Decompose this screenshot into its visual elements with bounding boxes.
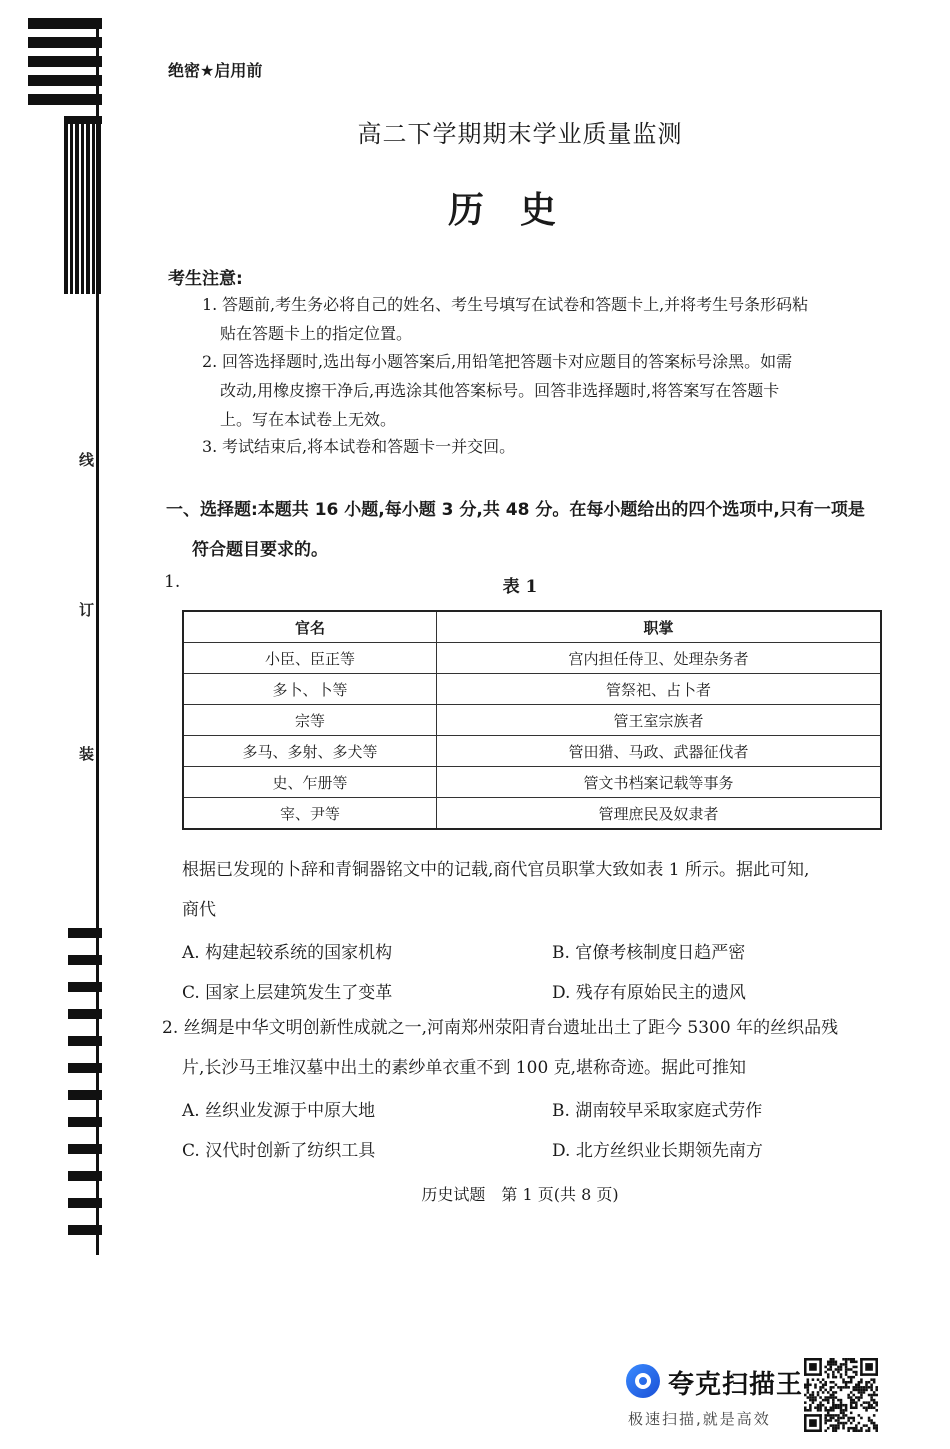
- table-cell: 宰、尹等: [183, 798, 437, 830]
- question-1-option-a: A. 构建起较系统的国家机构: [182, 943, 393, 963]
- notice-item-3: [202, 432, 892, 461]
- section-heading-line1: 一、选择题:本题共 16 小题,每小题 3 分,共 48 分。在每小题给出的四个选项中,只有一项是: [166, 500, 865, 520]
- binding-bar: [28, 75, 102, 86]
- scanner-logo-icon: [626, 1364, 660, 1398]
- notice-item-2: [202, 347, 892, 434]
- table-cell: 宗等: [183, 705, 437, 736]
- question-2-option-b: B. 湖南较早采取家庭式劳作: [552, 1101, 763, 1121]
- question-1-number: 1.: [164, 572, 181, 592]
- binding-bar: [28, 37, 102, 48]
- table-cell: 管田猎、马政、武器征伐者: [437, 736, 882, 767]
- binding-bar: [28, 18, 102, 29]
- notice-text: 考试结束后,将本试卷和答题卡一并交回。: [222, 437, 516, 456]
- question-1-option-b: B. 官僚考核制度日趋严密: [552, 943, 746, 963]
- scanner-slogan: 极速扫描,就是高效: [628, 1410, 771, 1428]
- qr-code-icon: [804, 1358, 878, 1432]
- notice-num: 1.: [202, 295, 218, 314]
- notice-text-cont2: 上。写在本试卷上无效。: [220, 410, 397, 429]
- table-row: [183, 705, 881, 736]
- notice-num: 2.: [202, 352, 218, 371]
- table-cell: 多卜、卜等: [183, 674, 437, 705]
- binding-label-install: 装: [77, 746, 95, 761]
- question-2-option-c: C. 汉代时创新了纺织工具: [182, 1141, 376, 1161]
- question-1-stem-line1: 根据已发现的卜辞和青铜器铭文中的记载,商代官员职掌大致如表 1 所示。据此可知,: [182, 860, 810, 880]
- section-heading: [166, 490, 891, 570]
- scanner-app-name: 夸克扫描王: [668, 1370, 804, 1400]
- subject-title: 历史: [447, 189, 592, 231]
- table-header-cell: 职掌: [437, 611, 882, 643]
- question-2-stem-line2: 片,长沙马王堆汉墓中出土的素纱单衣重不到 100 克,堪称奇迹。据此可推知: [182, 1058, 747, 1078]
- binding-bar: [28, 56, 102, 67]
- question-2-stem-line1: 2. 丝绸是中华文明创新性成就之一,河南郑州荥阳青台遗址出土了距今 5300 年的丝织品残: [162, 1018, 839, 1038]
- question-2-option-d: D. 北方丝织业长期领先南方: [552, 1141, 763, 1161]
- table-caption: 表 1: [502, 577, 538, 597]
- official-duties-table: [182, 610, 882, 830]
- table-cell: 多马、多射、多犬等: [183, 736, 437, 767]
- exam-title: 高二下学期期末学业质量监测: [357, 120, 683, 148]
- question-1-option-c: C. 国家上层建筑发生了变革: [182, 983, 393, 1003]
- page-footer: 历史试题 第 1 页(共 8 页): [421, 1185, 619, 1204]
- notice-text-cont: 改动,用橡皮擦干净后,再选涂其他答案标号。回答非选择题时,将答案写在答题卡: [220, 381, 780, 400]
- binding-label-line: 线: [77, 452, 95, 467]
- table-header-cell: 官名: [183, 611, 437, 643]
- question-1-stem: [182, 850, 890, 930]
- notice-text: 回答选择题时,选出每小题答案后,用铅笔把答题卡对应题目的答案标号涂黑。如需: [222, 352, 793, 371]
- notice-heading: 考生注意:: [168, 269, 243, 289]
- question-2-stem: [162, 1008, 890, 1088]
- table-row: [183, 736, 881, 767]
- section-heading-line2: 符合题目要求的。: [192, 540, 328, 560]
- table-row: [183, 798, 881, 830]
- table-cell: 管王室宗族者: [437, 705, 882, 736]
- table-cell: 史、乍册等: [183, 767, 437, 798]
- table-row: [183, 674, 881, 705]
- table-cell: 宫内担任侍卫、处理杂务者: [437, 643, 882, 674]
- table-row: [183, 767, 881, 798]
- confidential-mark: 绝密★启用前: [168, 61, 263, 80]
- question-2-option-a: A. 丝织业发源于中原大地: [182, 1101, 376, 1121]
- binding-label-bind: 订: [77, 602, 95, 617]
- notice-num: 3.: [202, 437, 218, 456]
- notice-text-cont: 贴在答题卡上的指定位置。: [220, 324, 413, 343]
- table-cell: 管祭祀、占卜者: [437, 674, 882, 705]
- table-cell: 管理庶民及奴隶者: [437, 798, 882, 830]
- question-1-option-d: D. 残存有原始民主的遗风: [552, 983, 746, 1003]
- notice-item-1: [202, 290, 892, 348]
- binding-bar: [28, 94, 102, 105]
- table-row: [183, 643, 881, 674]
- question-1-stem-line2: 商代: [182, 900, 216, 920]
- table-cell: 管文书档案记载等事务: [437, 767, 882, 798]
- table-cell: 小臣、臣正等: [183, 643, 437, 674]
- notice-text: 答题前,考生务必将自己的姓名、考生号填写在试卷和答题卡上,并将考生号条形码粘: [222, 295, 809, 314]
- table-header-row: [183, 611, 881, 643]
